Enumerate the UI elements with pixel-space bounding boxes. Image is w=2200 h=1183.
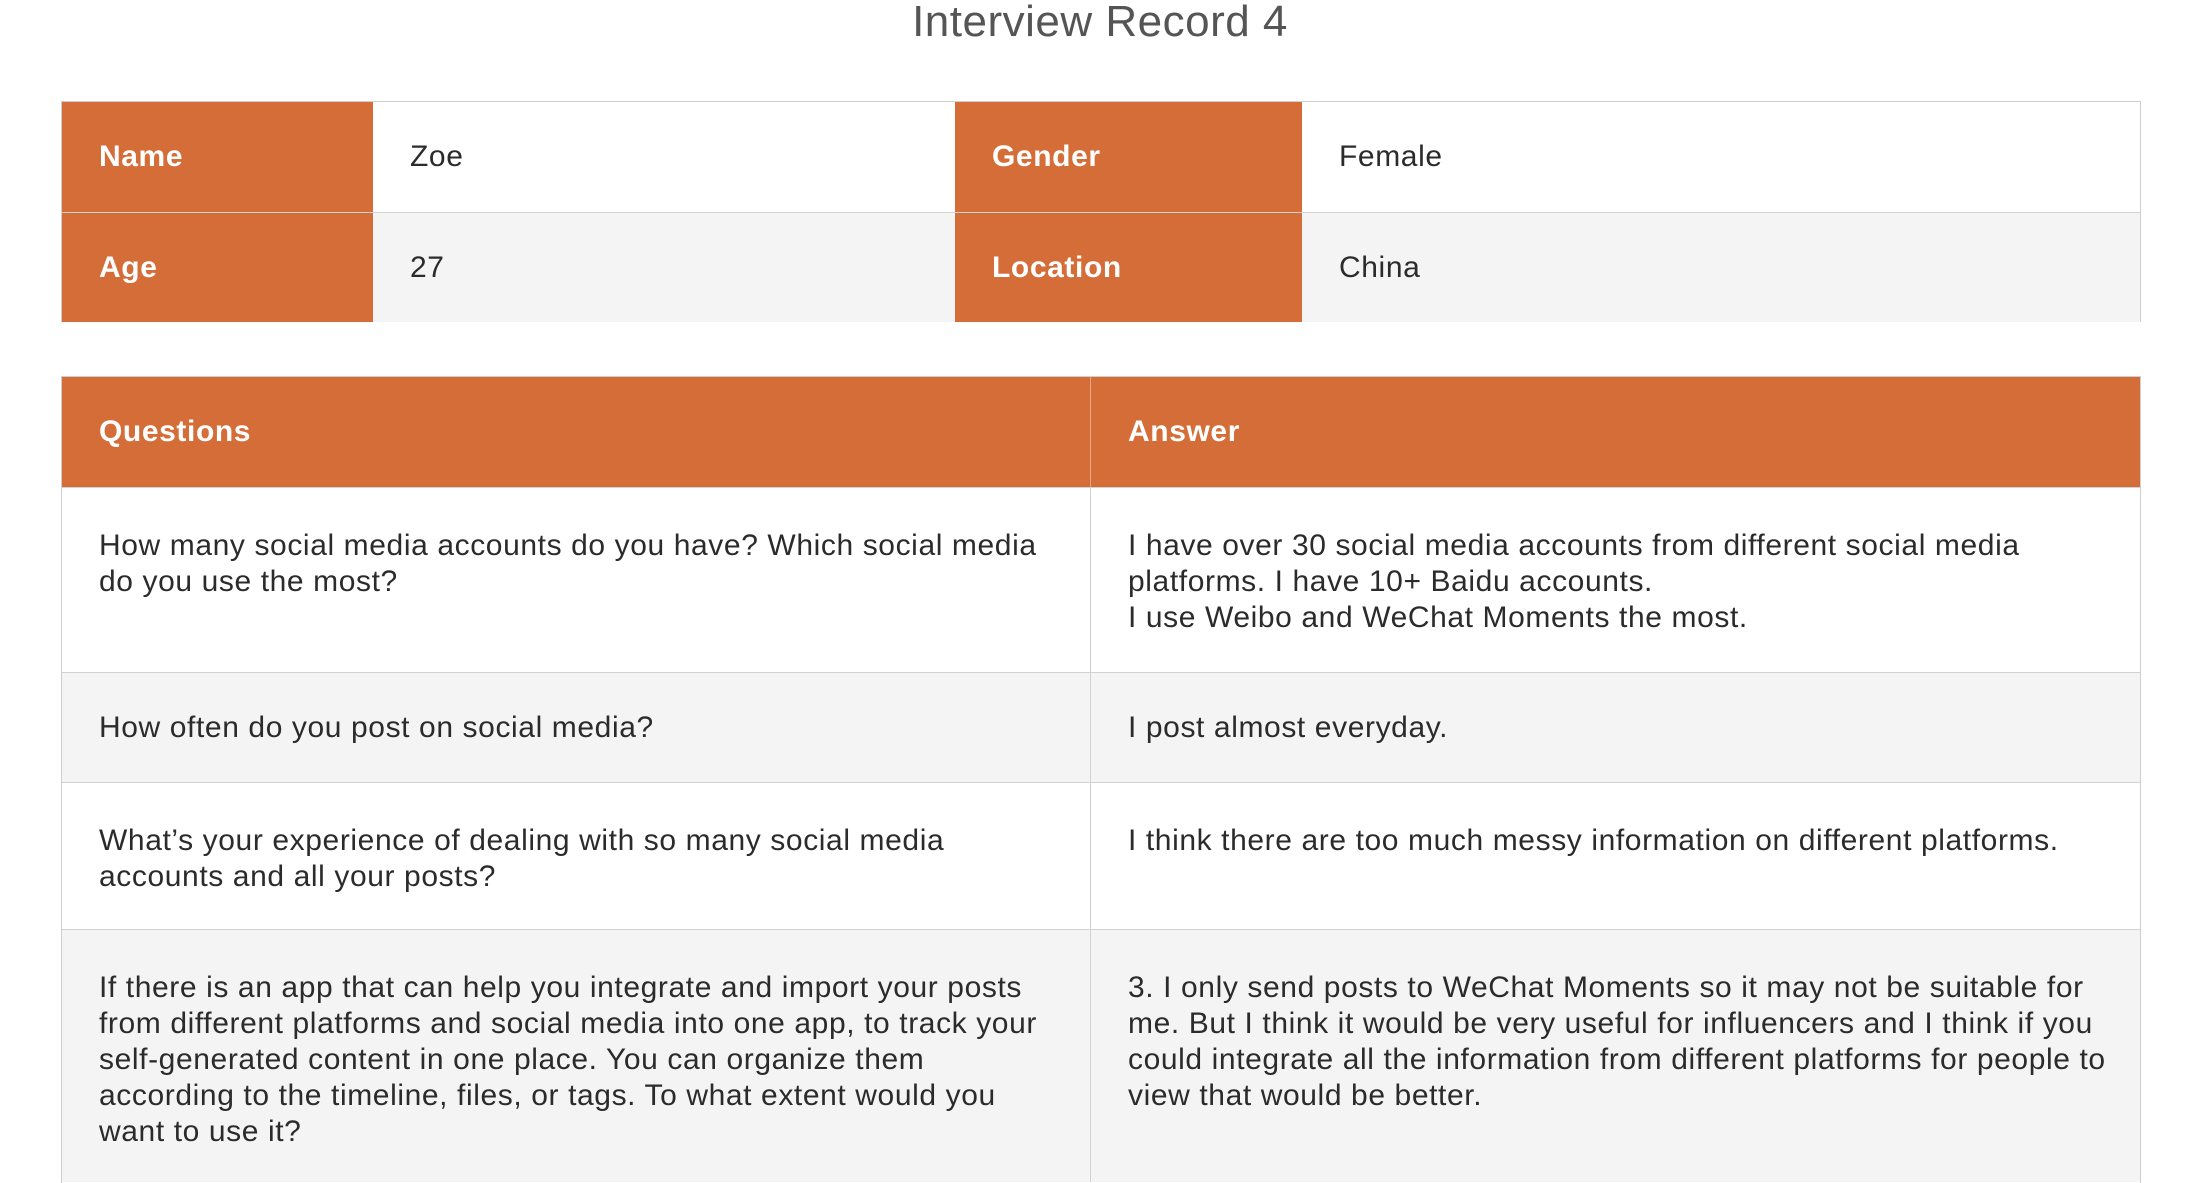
name-label: Name [62, 102, 373, 212]
question-cell: How many social media accounts do you have? Which social media do you use the most? [62, 487, 1090, 672]
age-label: Age [62, 212, 373, 322]
answer-cell: I think there are too much messy information on different platforms. [1090, 782, 2140, 929]
gender-label: Gender [955, 102, 1302, 212]
questions-header: Questions [62, 377, 1090, 487]
gender-value: Female [1339, 140, 1443, 173]
question-cell: If there is an app that can help you integrate and import your posts from different platforms and social media into one app, to track your self-generated content in one place. You can organize them according to the timeline, files, or tags. To what extent would you want to use it? [62, 929, 1090, 1182]
name-value: Zoe [410, 140, 464, 173]
question-cell: How often do you post on social media? [62, 672, 1090, 782]
location-label: Location [955, 212, 1302, 322]
page-title: Interview Record 4 [912, 0, 1288, 46]
answer-cell: 3. I only send posts to WeChat Moments so it may not be suitable for me. But I think it would be very useful for influencers and I think if you could integrate all the information from different platforms for people to view that would be better. [1090, 929, 2140, 1182]
profile-info-table [61, 101, 2141, 322]
question-cell: What’s your experience of dealing with so many social media accounts and all your posts? [62, 782, 1090, 929]
answer-header: Answer [1090, 377, 2140, 487]
answer-cell: I post almost everyday. [1090, 672, 2140, 782]
age-value: 27 [373, 212, 955, 322]
question-answer-table [61, 376, 2141, 1183]
answer-cell: I have over 30 social media accounts from different social media platforms. I have 10+ Baidu accounts. I use Weibo and WeChat Moments the most. [1090, 487, 2140, 672]
location-value: China [1302, 212, 2140, 322]
